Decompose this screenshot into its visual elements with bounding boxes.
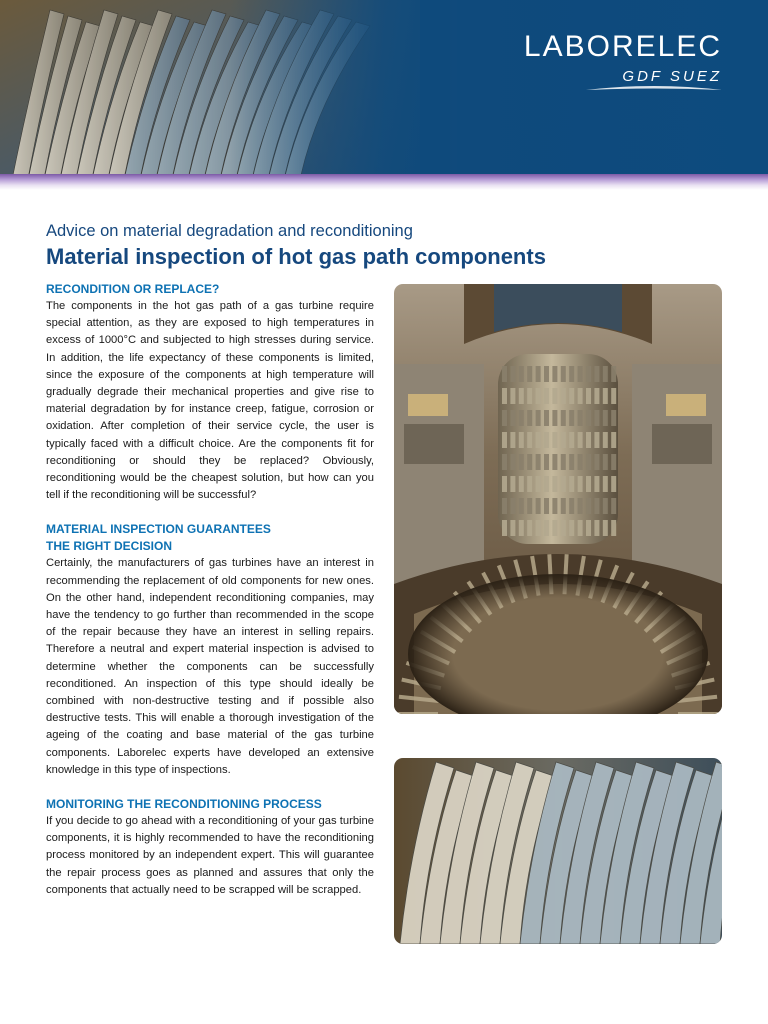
turbine-blades-closeup-photo <box>394 758 722 944</box>
page-subtitle: Advice on material degradation and reconditioning <box>46 222 413 240</box>
logo-swoosh-icon <box>584 84 724 94</box>
gdf-suez-logo: GDF SUEZ <box>622 68 722 85</box>
laborelec-logo: LABORELEC <box>523 30 722 63</box>
gas-turbine-rotor-photo <box>394 284 722 714</box>
page-title: Material inspection of hot gas path components <box>46 244 546 269</box>
banner-fade <box>230 0 450 190</box>
section-heading-recondition: RECONDITION OR REPLACE? <box>46 282 220 296</box>
section-heading-inspection-line1: MATERIAL INSPECTION GUARANTEES <box>46 522 271 537</box>
section-body-recondition: The components in the hot gas path of a gas turbine require special attention, as they are exposed to high temperatures in excess of 1000°C and subjected to high stresses during service. In addition, the life expectancy of these components is limited, since the exposure of the components at high temperature will gradually degrade their mechanical properties and give rise to material degradation by for instance creep, fatigue, corrosion or oxidation. After completion of their service cycle, the user is typically faced with a difficult choice. Are the components fit for reconditioning or should they be replaced? Obviously, reconditioning would be the cheapest solution, but how can you tell if the reconditioning will be successful? <box>46 300 374 502</box>
text-column <box>46 281 374 899</box>
section-heading-inspection-line2: THE RIGHT DECISION <box>46 539 173 554</box>
banner-stripe <box>0 174 768 190</box>
section-body-inspection: Certainly, the manufacturers of gas turbines have an interest in recommending the replacement of old components for new ones. On the other hand, independent reconditioning companies, may have the tendency to go further than recommended in the scope of the repair because they have an interest in selling repairs. Therefore a neutral and expert material inspection is advised to determine whether the components can be successfully reconditioned. An inspection of this type should ideally be combined with non-destructive testing and if possible also destructive tests. This will enable a thorough investigation of the ageing of the coating and base material of the gas turbine components. Laborelec experts have developed an extensive knowledge in this type of inspections. <box>46 557 374 776</box>
header-banner <box>0 0 768 190</box>
section-body-monitoring: If you decide to go ahead with a reconditioning of your gas turbine components, it is highly recommended to have the reconditioning process monitored by an independent expert. This will guarantee the repair process goes as planned and assures that only the components that actually need to be scrapped will be scrapped. <box>46 815 374 896</box>
section-heading-monitoring: MONITORING THE RECONDITIONING PROCESS <box>46 797 322 812</box>
